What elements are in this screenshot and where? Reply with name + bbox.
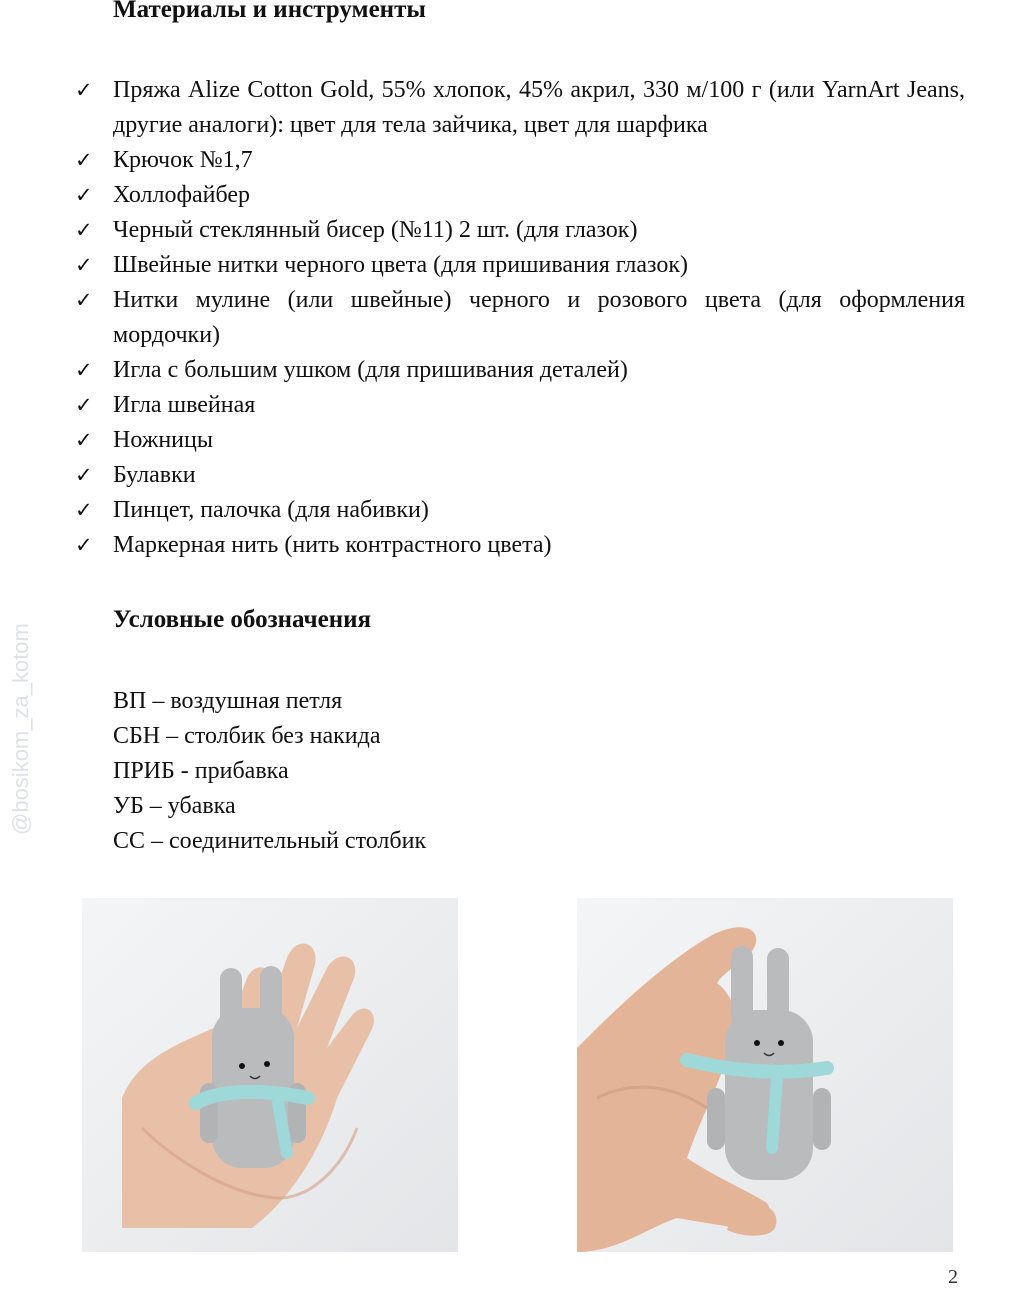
list-item-text: Игла с большим ушком (для пришивания деталей) (113, 357, 628, 383)
checkmark-icon: ✓ (75, 183, 93, 207)
checkmark-icon: ✓ (75, 463, 93, 487)
list-item (75, 493, 965, 528)
list-item (75, 528, 965, 563)
checkmark-icon: ✓ (75, 253, 93, 277)
checkmark-icon: ✓ (75, 288, 93, 312)
legend-item: СС – соединительный столбик (113, 828, 427, 854)
list-item-text: Маркерная нить (нить контрастного цвета) (113, 532, 552, 558)
checkmark-icon: ✓ (75, 393, 93, 417)
bunny-in-palm-illustration (82, 898, 458, 1252)
list-item (75, 423, 965, 458)
checkmark-icon: ✓ (75, 533, 93, 557)
list-item-text: Пряжа Alize Cotton Gold, 55% хлопок, 45% акрил, 330 м/100 г (или YarnArt Jeans, другие аналоги): цвет для тела зайчика, цвет для шарфика (113, 77, 965, 138)
list-item-text: Нитки мулине (или швейные) черного и розового цвета (для оформления мордочки) (113, 287, 965, 348)
legend-item: ПРИБ - прибавка (113, 758, 289, 784)
list-item-text: Игла швейная (113, 392, 256, 418)
list-item (75, 388, 965, 423)
page-number: 2 (948, 1266, 958, 1288)
list-item-text: Ножницы (113, 427, 213, 453)
legend-item: УБ – убавка (113, 793, 236, 819)
list-item-text: Булавки (113, 462, 196, 488)
list-item-text: Черный стеклянный бисер (№11) 2 шт. (для глазок) (113, 217, 638, 243)
list-item-text: Швейные нитки черного цвета (для пришивания глазок) (113, 252, 689, 278)
checkmark-icon: ✓ (75, 498, 93, 522)
list-item-text: Пинцет, палочка (для набивки) (113, 497, 429, 523)
checkmark-icon: ✓ (75, 428, 93, 452)
legend-item: ВП – воздушная петля (113, 688, 343, 714)
list-item (75, 178, 965, 213)
list-item (75, 458, 965, 493)
list-item (75, 248, 965, 283)
list-item (75, 353, 965, 388)
bunny-held-illustration (577, 898, 953, 1252)
materials-list (75, 73, 965, 563)
list-item (75, 213, 965, 248)
materials-heading: Материалы и инструменты (113, 0, 426, 23)
checkmark-icon: ✓ (75, 78, 93, 102)
legend-list (113, 684, 426, 859)
list-item-text: Холлофайбер (113, 182, 251, 208)
checkmark-icon: ✓ (75, 218, 93, 242)
list-item (75, 143, 965, 178)
checkmark-icon: ✓ (75, 358, 93, 382)
legend-item: СБН – столбик без накида (113, 723, 381, 749)
checkmark-icon: ✓ (75, 148, 93, 172)
watermark: @bosikom_za_kotom (8, 623, 33, 835)
list-item (75, 283, 965, 353)
list-item (75, 73, 965, 143)
photo-bunny-held-by-ears (577, 898, 953, 1252)
list-item-text: Крючок №1,7 (113, 147, 253, 173)
photo-bunny-in-palm (82, 898, 458, 1252)
legend-heading: Условные обозначения (113, 606, 372, 633)
